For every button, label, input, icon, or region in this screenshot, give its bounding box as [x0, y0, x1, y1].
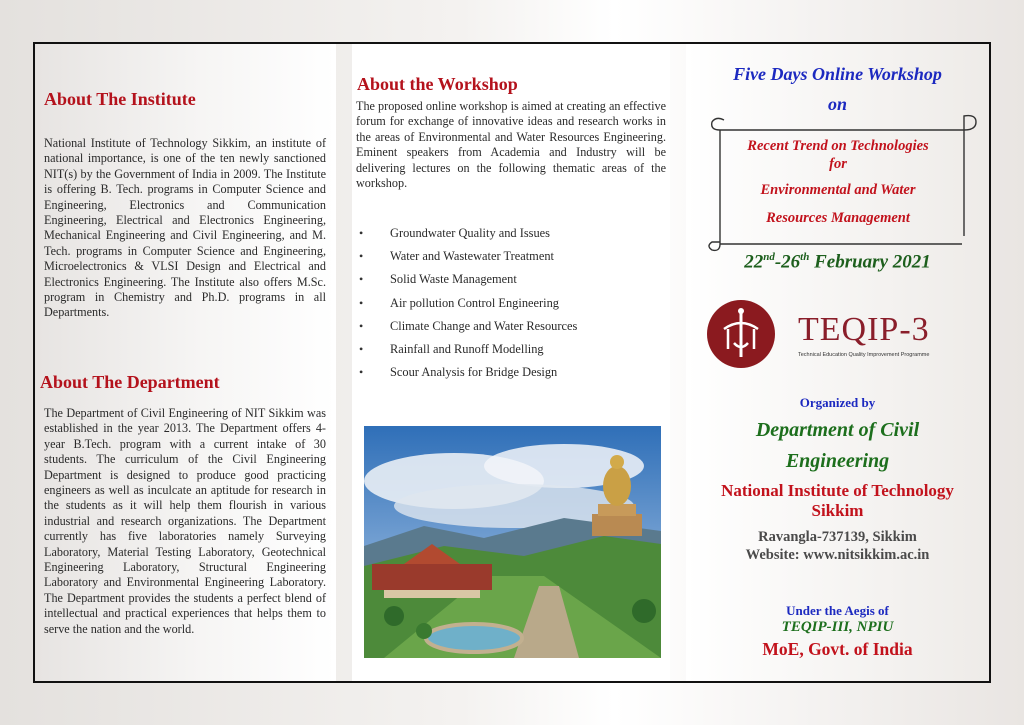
- aegis-label: Under the Aegis of: [786, 603, 889, 618]
- theme-line-1: Recent Trend on Technologies: [747, 138, 929, 154]
- workshop-intro: The proposed online workshop is aimed at creating an effective forum for exchange of innovative ideas and research works in the areas of Environmental and Water Resources Engineering. Eminent speakers from Academia and Industry will be delivering lectures on the following thematic areas of the workshop.: [356, 99, 666, 191]
- workshop-title: Five Days Online Workshop: [733, 64, 942, 84]
- list-item: • Air pollution Control Engineering: [356, 292, 656, 315]
- teqip-npiu: TEQIP-III, NPIU: [781, 619, 894, 635]
- workshop-title-on: on: [827, 94, 847, 114]
- workshop-heading: About the Workshop: [357, 74, 518, 94]
- list-item: • Water and Wastewater Treatment: [356, 245, 656, 268]
- list-item: • Rainfall and Runoff Modelling: [356, 338, 656, 361]
- brochure-border: [33, 42, 991, 683]
- teqip-logo-subtitle: Technical Education Quality Improvement Programme: [798, 352, 930, 358]
- institute-text: National Institute of Technology Sikkim, an institute of national importance, is one of the ten newly sanctioned NIT(s) by the Government of India in 2009. The Institute is offering B. Tech. programs in Computer Science and Engineering, Electronics and Communication Engineering, Electrical and Electronics Engineering, Mechanical Engineering and Civil Engineering, and M. Tech. programs in Computer Science and Engineering, Microelectronics & VLSI Design and Electrical and Electronics Engineering. The Institute also offers M.Sc. program in Chemistry and Ph.D. programs in all Departments.: [44, 136, 326, 320]
- list-item: • Solid Waste Management: [356, 268, 656, 291]
- organized-by-label: Organized by: [799, 395, 876, 410]
- list-item: • Climate Change and Water Resources: [356, 315, 656, 338]
- theme-line-3: Environmental and Water: [760, 182, 916, 198]
- theme-line-4: Resources Management: [766, 210, 910, 226]
- institute-name: National Institute of Technology Sikkim: [721, 481, 954, 520]
- department-text: The Department of Civil Engineering of NIT Sikkim was established in the year 2013. The Department offers 4-year B.Tech. program with a current intake of 30 students. The curriculum of the Civil Engineering Department is designed to produce good practicing engineers as well as inculcate an aptitude for research in the students as it will help them flourish in various industrial and research organizations. The Department currently has five laboratories namely Surveying Laboratory, Material Testing Laboratory, Geotechnical Engineering Laboratory, Structural Engineering Laboratory and Environmental Engineering Laboratory. The Department provides the students a perfect blend of intellectual and practical experiences that helps them to serve the nation and the world.: [44, 406, 326, 636]
- moe-govt: MoE, Govt. of India: [762, 639, 913, 659]
- theme-line-2: for: [829, 156, 847, 172]
- department-heading: About The Department: [40, 372, 220, 392]
- teqip-logo-text: TEQIP-3: [798, 311, 930, 348]
- list-item: • Scour Analysis for Bridge Design: [356, 361, 656, 384]
- department-name: Department of Civil Engineering: [755, 419, 920, 472]
- institute-heading: About The Institute: [44, 89, 196, 109]
- workshop-dates: 22nd-26th February 2021: [744, 251, 931, 273]
- address-block: Ravangla-737139, Sikkim Website: www.nitsikkim.ac.in: [745, 529, 930, 563]
- list-item: • Groundwater Quality and Issues: [356, 222, 656, 245]
